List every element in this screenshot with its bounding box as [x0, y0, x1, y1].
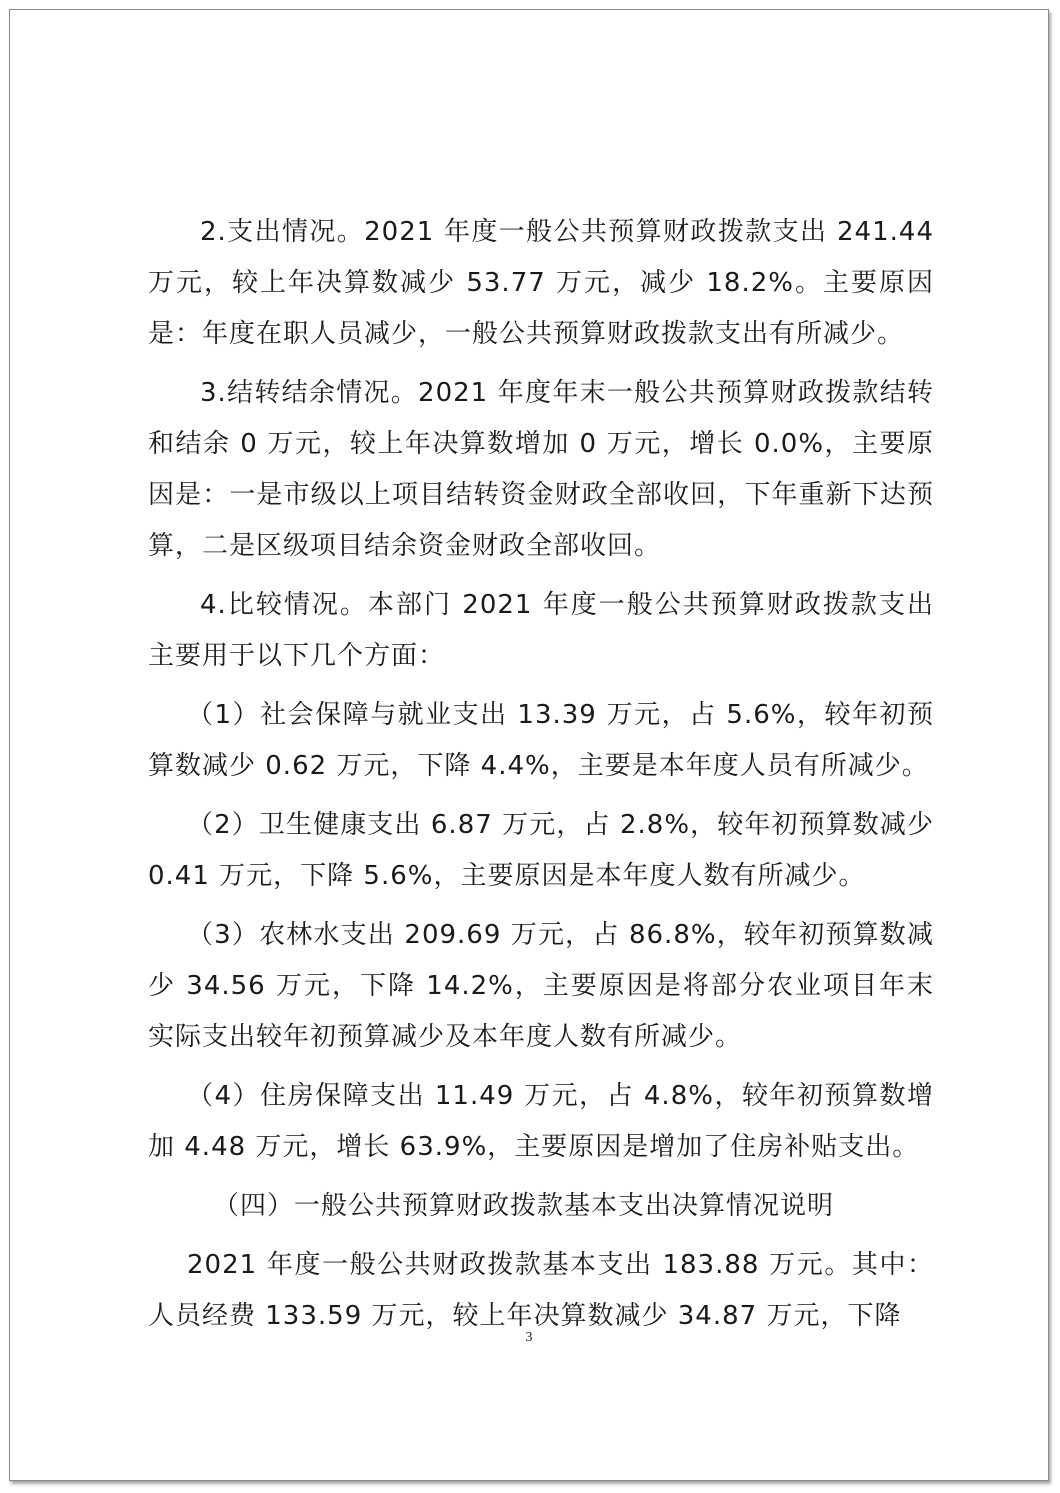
paragraph-comparison: 4.比较情况。本部门 2021 年度一般公共预算财政拨款支出主要用于以下几个方面： — [148, 590, 934, 671]
document-page — [9, 9, 1049, 1481]
section-heading: （四）一般公共预算财政拨款基本支出决算情况说明 — [213, 1191, 835, 1221]
paragraph-item-2: （2）卫生健康支出 6.87 万元，占 2.8%，较年初预算数减少 0.41 万元，下降 5.6%，主要原因是本年度人数有所减少。 — [148, 810, 934, 891]
page-number: 3 — [525, 1330, 533, 1345]
page-body — [148, 207, 934, 1350]
paragraph-item-3: （3）农林水支出 209.69 万元，占 86.8%，较年初预算数减少 34.56 万元，下降 14.2%，主要原因是将部分农业项目年末实际支出较年初预算减少及本年度人数有所减少。 — [148, 920, 934, 1052]
paragraph-item-4: （4）住房保障支出 11.49 万元，占 4.8%，较年初预算数增加 4.48 万元，增长 63.9%，主要原因是增加了住房补贴支出。 — [148, 1081, 934, 1162]
paragraph-item-1: （1）社会保障与就业支出 13.39 万元，占 5.6%，较年初预算数减少 0.62 万元，下降 4.4%，主要是本年度人员有所减少。 — [148, 700, 934, 781]
paragraph-carryover: 3.结转结余情况。2021 年度年末一般公共预算财政拨款结转和结余 0 万元，较上年决算数增加 0 万元，增长 0.0%，主要原因是：一是市级以上项目结转资金财政全部收回，下年重新下达预算，二是区级项目结余资金财政全部收回。 — [148, 378, 934, 561]
paragraph-expenditure: 2.支出情况。2021 年度一般公共预算财政拨款支出 241.44 万元，较上年决算数减少 53.77 万元，减少 18.2%。主要原因是：年度在职人员减少，一般公共预算财政拨款支出有所减少。 — [148, 217, 934, 349]
paragraph-basic-expenditure: 2021 年度一般公共财政拨款基本支出 183.88 万元。其中：人员经费 133.59 万元，较上年决算数减少 34.87 万元，下降 — [148, 1250, 934, 1331]
